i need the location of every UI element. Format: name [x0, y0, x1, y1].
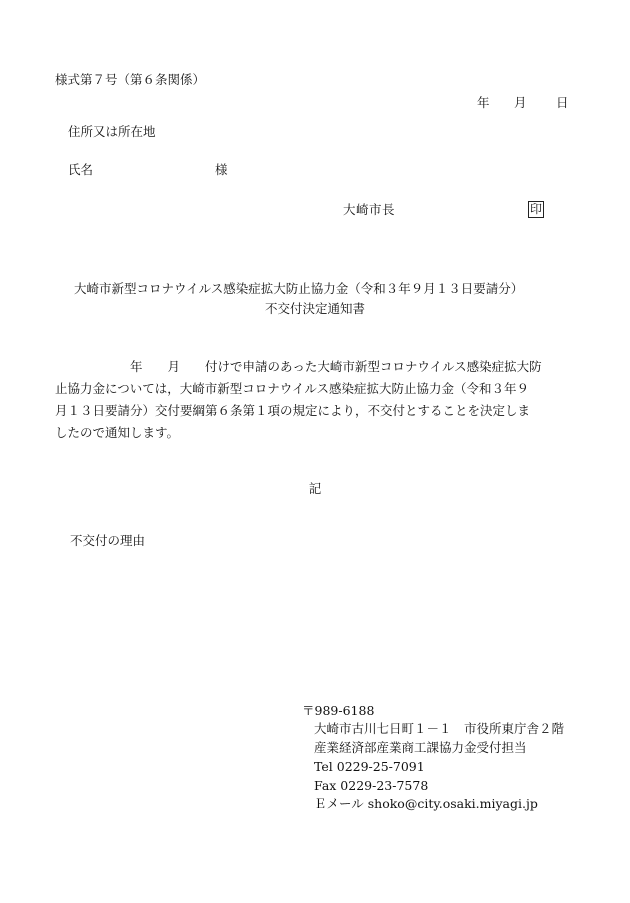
recipient-address-label: 住所又は所在地 — [68, 124, 156, 139]
contact-address: 大崎市古川七日町１－１ 市役所東庁舎２階 — [314, 721, 565, 736]
contact-department: 産業経済部産業商工課協力金受付担当 — [314, 740, 527, 755]
document-title-line-2: 不交付決定通知書 — [264, 301, 365, 316]
date-year-label: 年 — [477, 95, 490, 110]
ki-heading: 記 — [308, 481, 322, 496]
recipient-name-label: 氏名 — [68, 162, 94, 177]
body-text-line: したので通知します。 — [55, 425, 180, 440]
contact-email: Ｅメール shoko@city.osaki.miyagi.jp — [314, 796, 538, 811]
recipient-honorific: 様 — [215, 162, 228, 177]
body-text-line: 年 月 付けで申請のあった大崎市新型コロナウイルス感染症拡大防 — [55, 359, 542, 374]
body-text-line: 止協力金については，大崎市新型コロナウイルス感染症拡大防止協力金（令和３年９ — [55, 381, 530, 396]
body-text-line: 月１３日要請分）交付要綱第６条第１項の規定により，不交付とすることを決定しま — [55, 403, 531, 418]
form-number: 様式第７号（第６条関係） — [55, 72, 206, 87]
contact-tel: Tel 0229-25-7091 — [314, 759, 425, 774]
seal-stamp-box: 印 — [530, 202, 543, 216]
reason-label: 不交付の理由 — [70, 533, 146, 548]
document-title-line-1: 大崎市新型コロナウイルス感染症拡大防止協力金（令和３年９月１３日要請分） — [74, 281, 524, 296]
date-month-label: 月 — [514, 95, 527, 110]
date-day-label: 日 — [556, 95, 569, 110]
contact-fax: Fax 0229-23-7578 — [314, 778, 429, 793]
sender-title: 大崎市長 — [343, 202, 396, 217]
contact-postal-code: 〒989-6188 — [302, 703, 375, 718]
